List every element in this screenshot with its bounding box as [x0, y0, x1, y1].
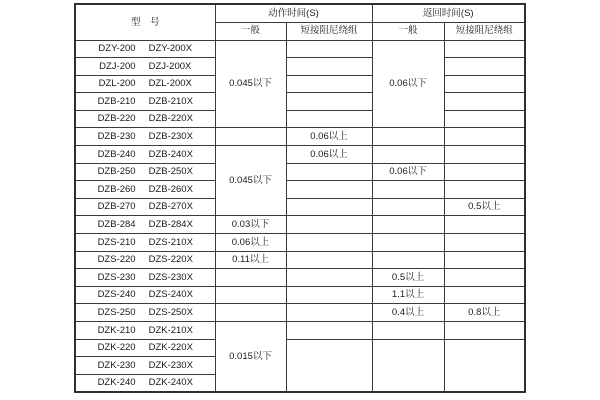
model-name-x: DZS-220X: [148, 254, 193, 266]
empty-cell: [286, 322, 372, 340]
model-name: DZB-240: [97, 148, 136, 160]
empty-cell: [372, 322, 444, 340]
empty-cell: [372, 339, 444, 392]
empty-cell: [286, 339, 372, 392]
model-name-x: DZK-240X: [148, 377, 193, 389]
empty-cell: [215, 286, 286, 304]
table-row: [75, 269, 525, 287]
empty-cell: [286, 110, 372, 128]
empty-cell: [286, 251, 372, 269]
empty-cell: [286, 216, 372, 234]
empty-cell: [286, 75, 372, 93]
table-row: [75, 286, 525, 304]
model-name-x: DZB-284X: [148, 218, 193, 230]
model-cell: [75, 198, 215, 216]
model-name-x: DZB-230X: [148, 131, 193, 143]
table-row: [75, 251, 525, 269]
table-row: [75, 75, 525, 93]
model-name: DZB-210: [97, 95, 136, 107]
model-cell: [75, 75, 215, 93]
value-cell-action-damping: 0.06以上: [286, 146, 372, 164]
model-name: DZS-240: [97, 289, 136, 301]
value-cell-action-general: 0.11以上: [215, 251, 286, 269]
value-cell-return-damping: 0.5以上: [444, 198, 525, 216]
model-name: DZJ-200: [99, 60, 136, 72]
empty-cell: [444, 128, 525, 146]
header-model: 型 号: [75, 4, 215, 40]
model-cell: [75, 322, 215, 340]
model-name: DZS-210: [97, 236, 136, 248]
value-cell-return-general: 0.5以上: [372, 269, 444, 287]
table-row: [75, 216, 525, 234]
model-name-x: DZB-260X: [148, 183, 193, 195]
model-cell: [75, 40, 215, 58]
model-name: DZK-210: [97, 324, 136, 336]
model-cell: [75, 269, 215, 287]
header-return-general: 一般: [372, 22, 444, 40]
model-cell: [75, 357, 215, 375]
model-name: DZS-220: [97, 254, 136, 266]
empty-cell: [444, 339, 525, 392]
value-cell-action-general: 0.06以上: [215, 234, 286, 252]
empty-cell: [286, 198, 372, 216]
table-row: [75, 339, 525, 357]
empty-cell: [286, 58, 372, 76]
empty-cell: [372, 146, 444, 164]
table-row: [75, 234, 525, 252]
model-name-x: DZB-270X: [148, 201, 193, 213]
model-name-x: DZL-200X: [148, 78, 192, 90]
model-name: DZB-270: [97, 201, 136, 213]
empty-cell: [286, 163, 372, 181]
empty-cell: [444, 269, 525, 287]
model-name: DZB-230: [97, 131, 136, 143]
empty-cell: [372, 216, 444, 234]
table-row: [75, 40, 525, 58]
empty-cell: [286, 286, 372, 304]
value-cell-return-general: 0.4以上: [372, 304, 444, 322]
empty-cell: [372, 251, 444, 269]
model-name: DZY-200: [98, 43, 136, 55]
value-cell-return-damping: 0.8以上: [444, 304, 525, 322]
model-name-x: DZS-210X: [148, 236, 193, 248]
value-cell-return-general: 0.06以下: [372, 40, 444, 128]
model-cell: [75, 234, 215, 252]
value-cell-return-general: 1.1以上: [372, 286, 444, 304]
table-row: [75, 93, 525, 111]
header-action-general: 一般: [215, 22, 286, 40]
model-name: DZS-250: [97, 306, 136, 318]
model-name-x: DZB-220X: [148, 113, 193, 125]
model-name-x: DZS-240X: [148, 289, 193, 301]
header-action-damping: 短接阻尼绕组: [286, 22, 372, 40]
table-row: [75, 58, 525, 76]
value-cell-action-general: 0.015以下: [215, 322, 286, 392]
empty-cell: [215, 304, 286, 322]
model-name-x: DZB-250X: [148, 166, 193, 178]
model-cell: [75, 304, 215, 322]
table-row: [75, 198, 525, 216]
value-cell-action-general: 0.045以下: [215, 146, 286, 216]
model-cell: [75, 163, 215, 181]
model-name-x: DZS-250X: [148, 306, 193, 318]
model-cell: [75, 58, 215, 76]
model-name-x: DZY-200X: [148, 43, 193, 55]
model-cell: [75, 93, 215, 111]
table-row: [75, 146, 525, 164]
model-name: DZB-220: [97, 113, 136, 125]
empty-cell: [444, 181, 525, 199]
model-cell: [75, 251, 215, 269]
empty-cell: [215, 128, 286, 146]
empty-cell: [444, 216, 525, 234]
empty-cell: [286, 93, 372, 111]
value-cell-return-general: 0.06以下: [372, 163, 444, 181]
header-action-time: 动作时间(S): [215, 4, 372, 22]
empty-cell: [444, 110, 525, 128]
model-name-x: DZS-230X: [148, 271, 193, 283]
empty-cell: [372, 181, 444, 199]
model-name-x: DZB-210X: [148, 95, 193, 107]
table-row: [75, 110, 525, 128]
empty-cell: [215, 269, 286, 287]
model-name-x: DZK-220X: [148, 342, 193, 354]
empty-cell: [286, 40, 372, 58]
value-cell-action-general: 0.045以下: [215, 40, 286, 128]
header-return-time: 返回时间(S): [372, 4, 525, 22]
empty-cell: [444, 251, 525, 269]
model-name: DZB-284: [97, 218, 136, 230]
model-name: DZS-230: [97, 271, 136, 283]
model-name-x: DZB-240X: [148, 148, 193, 160]
model-name: DZK-240: [97, 377, 136, 389]
header-row-1: [75, 4, 525, 22]
empty-cell: [444, 286, 525, 304]
model-cell: [75, 128, 215, 146]
model-cell: [75, 181, 215, 199]
empty-cell: [444, 93, 525, 111]
model-name-x: DZK-230X: [148, 359, 193, 371]
model-name: DZL-200: [98, 78, 136, 90]
empty-cell: [444, 322, 525, 340]
model-cell: [75, 216, 215, 234]
value-cell-action-general: 0.03以下: [215, 216, 286, 234]
empty-cell: [444, 163, 525, 181]
empty-cell: [286, 181, 372, 199]
empty-cell: [372, 234, 444, 252]
model-name-x: DZK-210X: [148, 324, 193, 336]
header-return-damping: 短接阻尼绕组: [444, 22, 525, 40]
model-cell: [75, 374, 215, 392]
empty-cell: [286, 269, 372, 287]
empty-cell: [444, 58, 525, 76]
model-name: DZB-250: [97, 166, 136, 178]
model-name: DZK-230: [97, 359, 136, 371]
model-cell: [75, 110, 215, 128]
empty-cell: [444, 40, 525, 58]
empty-cell: [286, 304, 372, 322]
empty-cell: [372, 198, 444, 216]
empty-cell: [286, 234, 372, 252]
timing-spec-table: [74, 3, 526, 393]
empty-cell: [444, 146, 525, 164]
model-name: DZB-260: [97, 183, 136, 195]
table-row: [75, 128, 525, 146]
table-row: [75, 304, 525, 322]
model-name-x: DZJ-200X: [148, 60, 192, 72]
model-cell: [75, 286, 215, 304]
empty-cell: [372, 128, 444, 146]
table-row: [75, 322, 525, 340]
table-row: [75, 163, 525, 181]
model-name: DZK-220: [97, 342, 136, 354]
value-cell-action-damping: 0.06以上: [286, 128, 372, 146]
table-row: [75, 181, 525, 199]
model-cell: [75, 146, 215, 164]
empty-cell: [444, 234, 525, 252]
empty-cell: [444, 75, 525, 93]
model-cell: [75, 339, 215, 357]
